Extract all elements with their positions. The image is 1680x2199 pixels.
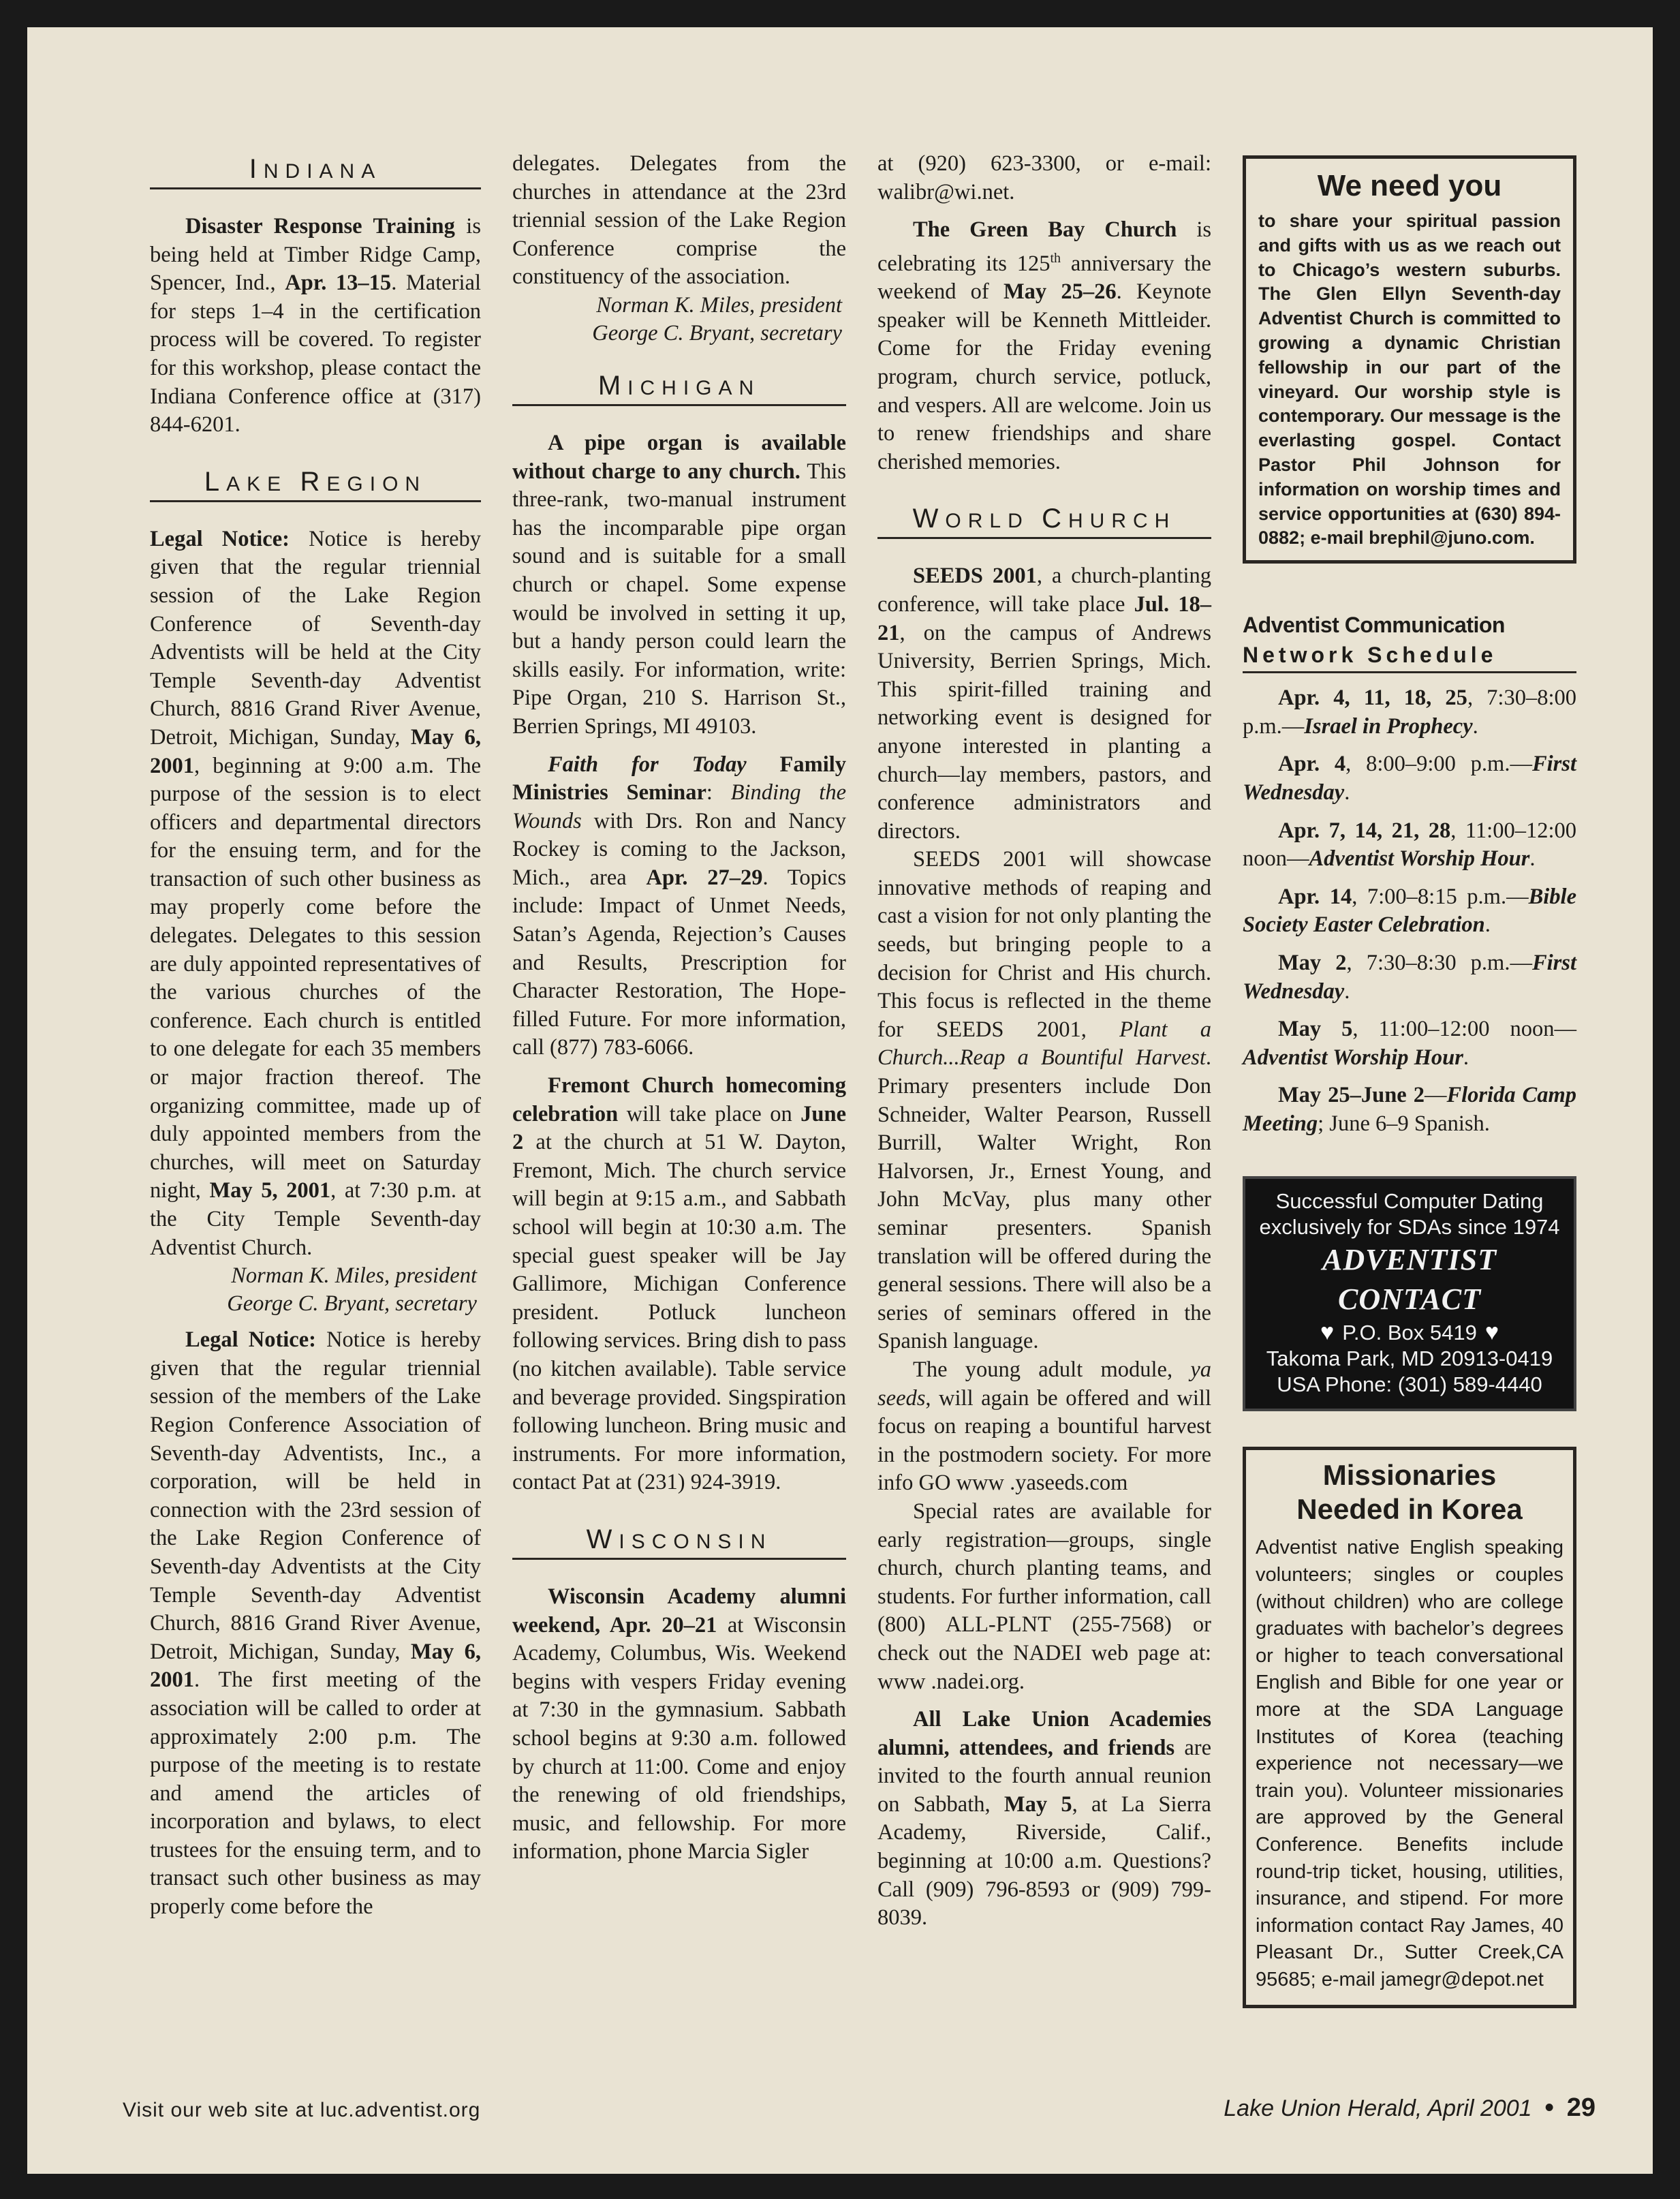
column-3 xyxy=(877,150,1211,1933)
korea-title: Missionaries Needed in Korea xyxy=(1296,1459,1523,1526)
we-need-you-text: to share your spiritual passion and gifts with us as we reach out to Chicago’s western suburbs. The Glen Ellyn Seventh-day Adventist Church is committed to growing a dynamic Christian fellowship in our part of the vineyard. Our worship style is contemporary. Our message is the everlasting gospel. Contact Pastor Phil Johnson for information on worship times and service opportunities at (630) 894-0882; e-mail brephil@juno.com. xyxy=(1258,211,1561,549)
acn-schedule-item: Apr. 4, 8:00–9:00 p.m.—First Wednesday. xyxy=(1243,752,1576,805)
column-1 xyxy=(150,150,481,1922)
indiana-item: Disaster Response Training is being held at Timber Ridge Camp, Spencer, Ind., Apr. 13–15. Material for steps 1–4 in the certification process will be covered. To register for this workshop, please contact the Indiana Conference office at (317) 844-6201. xyxy=(150,214,481,437)
column-2 xyxy=(512,150,846,1866)
acn-schedule-item: May 25–June 2—Florida Camp Meeting; June 6–9 Spanish. xyxy=(1243,1083,1576,1136)
signature-secretary-2: George C. Bryant, secretary xyxy=(592,320,842,345)
we-need-you-box xyxy=(1243,155,1576,564)
section-heading-michigan: MICHIGAN xyxy=(512,371,846,406)
acn-schedule-item: Apr. 7, 14, 21, 28, 11:00–12:00 noon—Adventist Worship Hour. xyxy=(1243,818,1576,872)
heart-icon: ♥ xyxy=(1320,1319,1335,1346)
section-heading-indiana: INDIANA xyxy=(150,154,481,189)
seeds-special-rates: Special rates are available for early registration—groups, single church, church planting teams, and students. For further information, call (800) ALL-PLNT (255-7568) or check out the NADEI web page at: www .nadei.org. xyxy=(877,1498,1211,1694)
legal-notice-1: Legal Notice: Notice is hereby given that the regular triennial session of the Lake Region Conference of Seventh-day Adventists will be held at the City Temple Seventh-day Adventist Church, 8816 Grand River Avenue, Detroit, Michigan, Sunday, May 6, 2001, beginning at 9:00 a.m. The purpose of the session is to elect officers and departmental directors for the ensuing term, and for the transaction of such other business as may properly come before the delegates. Delegates to this session are duly appointed representatives of the various churches of the conference. Each church is entitled to one delegate for each 35 members or major fraction thereof. The organizing committee, made up of duly appointed members from the churches, will meet on Saturday night, May 5, 2001, at 7:30 p.m. at the City Temple Seventh-day Adventist Church. xyxy=(150,526,481,1260)
seeds-2001: SEEDS 2001, a church-planting conference, will take place Jul. 18–21, on the campus of Andrews University, Berrien Springs, Mich. This spirit-filled training and networking event is designed for anyone interested in planting a church—lay members, pastors, and conference administrators and directors. xyxy=(877,564,1212,844)
section-heading-world-church: WORLD CHURCH xyxy=(877,504,1211,539)
ya-seeds: The young adult module, ya seeds, will again be offered and will focus on reaping a bountiful harvest in the postmodern society. For more info GO www .yaseeds.com xyxy=(877,1357,1211,1496)
page-number: 29 xyxy=(1566,2093,1596,2122)
legal-notice-2-continued: delegates. Delegates from the churches in attendance at the 23rd triennial session of the Lake Region Conference comprise the constituency of the association. xyxy=(512,151,846,290)
acn-schedule-item: Apr. 4, 11, 18, 25, 7:30–8:00 p.m.—Israel in Prophecy. xyxy=(1243,686,1576,739)
page xyxy=(27,27,1653,2174)
signature-president-2: Norman K. Miles, president xyxy=(596,292,842,318)
column-4 xyxy=(1243,155,1576,2008)
michigan-fremont-homecoming: Fremont Church homecoming celebration will take place on June 2 at the church at 51 W. Dayton, Fremont, Mich. The church service will begin at 9:15 a.m., and Sabbath school will begin at 10:30 a.m. The special guest speaker will be Jay Gallimore, Michigan Conference president. Potluck luncheon following services. Bring dish to pass (no kitchen available). Table service and beverage provided. Singspiration following luncheon. Bring music and instruments. For more information, contact Pat at (231) 924-3919. xyxy=(512,1073,846,1495)
section-heading-lake-region: LAKE REGION xyxy=(150,467,481,502)
acn-schedule-item: May 2, 7:30–8:30 p.m.—First Wednesday. xyxy=(1243,950,1576,1004)
academies-reunion: All Lake Union Academies alumni, attendees, and friends are invited to the fourth annual reunion on Sabbath, May 5, at La Sierra Academy, Riverside, Calif., beginning at 10:00 a.m. Questions? Call (909) 796-8593 or (909) 799-8039. xyxy=(877,1707,1211,1931)
adventist-contact-ad: Successful Computer Dating exclusively for SDAs since 1974 ADVENTIST CONTACT ♥ P.O. Box 5419 ♥ Takoma Park, MD 20913-0419 USA Phone: (301) 589-4440 xyxy=(1243,1176,1576,1411)
acn-schedule-list xyxy=(1243,684,1576,1138)
footer-website: Visit our web site at luc.adventist.org xyxy=(123,2099,481,2121)
legal-notice-2: Legal Notice: Notice is hereby given that the regular triennial session of the members of the Lake Region Conference Association of Seventh-day Adventists, Inc., a corporation, will be held in connection with the 23rd session of the Lake Region Conference of Seventh-day Adventists at the City Temple Seventh-day Adventist Church, 8816 Grand River Avenue, Detroit, Michigan, Sunday, May 6, 2001. The first meeting of the association will be called to order at approximately 2:00 p.m. The purpose of the meeting is to restate and amend the articles of incorporation and bylaws, to elect trustees for the ensuing term, and to transact such other business as may properly come before the xyxy=(150,1327,481,1920)
signature-president: Norman K. Miles, president xyxy=(231,1263,477,1289)
ad-brand: ADVENTIST CONTACT xyxy=(1322,1243,1497,1317)
wisconsin-academy-alumni: Wisconsin Academy alumni weekend, Apr. 20–21 at Wisconsin Academy, Columbus, Wis. Weekend begins with vespers Friday evening at 7:30 in the gymnasium. Sabbath school begins at 9:30 a.m. followed by church at 11:00. Come and enjoy the renewing of old friendships, music, and fellowship. For more information, phone Marcia Sigler xyxy=(512,1584,846,1864)
korea-text: Adventist native English speaking volunteers; singles or couples (without children) who are college graduates with bachelor’s degrees or higher to teach conversational English and Bible for one year or more at the SDA Language Institutes of Korea (teaching experience not necessary—we train you). Volunteer missionaries are approved by the General Conference. Benefits include round-trip ticket, housing, utilities, insurance, and stipend. For more information contact Ray James, 40 Pleasant Dr., Sutter Creek,CA 95685; e-mail jamegr@depot.net xyxy=(1256,1537,1564,1990)
green-bay-anniversary: The Green Bay Church is celebrating its 125th anniversary the weekend of May 25–26. Keynote speaker will be Kenneth Mittleider. Come for the Friday evening program, church service, potluck, and vespers. All are welcome. Join us to renew friendships and share cherished memories. xyxy=(877,217,1211,474)
heart-icon: ♥ xyxy=(1484,1319,1499,1346)
signature-secretary: George C. Bryant, secretary xyxy=(227,1291,477,1317)
footer-publication: Lake Union Herald, April 2001 • 29 xyxy=(1224,2093,1596,2122)
korea-missionaries-box xyxy=(1243,1447,1576,2008)
acn-schedule-item: Apr. 14, 7:00–8:15 p.m.—Bible Society Easter Celebration. xyxy=(1243,884,1576,938)
wisconsin-academy-continued: at (920) 623-3300, or e-mail: walibr@wi.net. xyxy=(877,151,1211,204)
seeds-showcase: SEEDS 2001 will showcase innovative methods of reaping and cast a vision for not only planting the seeds, but bringing people to a decision for Christ and His church. This focus is reflected in the theme for SEEDS 2001, Plant a Church...Reap a Bountiful Harvest. Primary presenters include Don Schneider, Walter Pearson, Russell Burrill, Walter Wright, Ron Halvorsen, Jr., Ernest Young, and John McVay, plus many other seminar presenters. Spanish translation will be offered during the general sessions. There will also be a series of seminars offered in the Spanish language. xyxy=(877,847,1211,1354)
we-need-you-title: We need you xyxy=(1317,169,1502,202)
michigan-pipe-organ: A pipe organ is available without charge to any church. This three-rank, two-manual instrument has the incomparable pipe organ sound and is suitable for a small church or chapel. Some expense would be involved in setting it up, but a handy person could learn the skills easily. For information, write: Pipe Organ, 210 S. Harrison St., Berrien Springs, MI 49103. xyxy=(512,430,846,739)
michigan-faith-for-today: Faith for Today Family Ministries Seminar: Binding the Wounds with Drs. Ron and Nancy Rockey is coming to the Jackson, Mich., area Apr. 27–29. Topics include: Impact of Unmet Needs, Satan’s Agenda, Rejection’s Causes and Results, Prescription for Character Restoration, The Hope-filled Future. For more information, call (877) 783-6066. xyxy=(512,752,847,1060)
section-heading-wisconsin: WISCONSIN xyxy=(512,1524,846,1560)
acn-schedule-item: May 5, 11:00–12:00 noon—Adventist Worship Hour. xyxy=(1243,1017,1576,1070)
acn-schedule-heading: Adventist Communication Network Schedule xyxy=(1243,610,1576,673)
